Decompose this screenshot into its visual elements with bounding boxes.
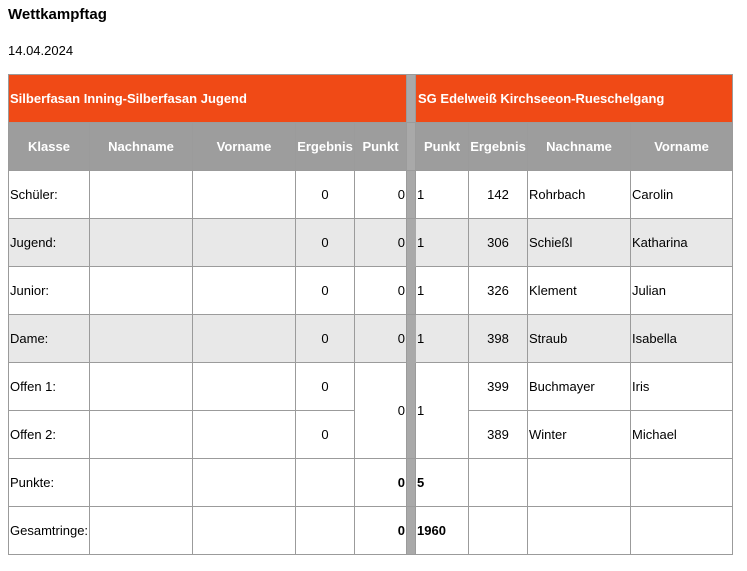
right-vorname: Julian — [631, 267, 733, 315]
class-label: Jugend: — [9, 219, 90, 267]
left-punkt: 0 — [355, 219, 407, 267]
right-nachname: Winter — [528, 411, 631, 459]
right-ergebnis: 306 — [469, 219, 528, 267]
gesamtringe-label: Gesamtringe: — [9, 507, 90, 555]
summary-row-punkte — [9, 459, 733, 507]
punkte-right-total: 5 — [416, 459, 469, 507]
header-ergebnis-left: Ergebnis — [296, 123, 355, 171]
right-punkt: 1 — [416, 315, 469, 363]
header-vorname-right: Vorname — [631, 123, 733, 171]
right-vorname: Isabella — [631, 315, 733, 363]
right-punkt: 1 — [416, 171, 469, 219]
empty-cell — [631, 507, 733, 555]
empty-cell — [90, 507, 193, 555]
right-vorname: Iris — [631, 363, 733, 411]
empty-cell — [90, 459, 193, 507]
right-vorname: Katharina — [631, 219, 733, 267]
empty-cell — [469, 507, 528, 555]
header-nachname-left: Nachname — [90, 123, 193, 171]
competition-date: 14.04.2024 — [8, 43, 74, 58]
column-separator — [407, 267, 416, 315]
team-left-name: Silberfasan Inning-Silberfasan Jugend — [9, 75, 407, 123]
column-separator — [407, 459, 416, 507]
empty-cell — [193, 459, 296, 507]
right-ergebnis: 326 — [469, 267, 528, 315]
right-nachname: Rohrbach — [528, 171, 631, 219]
table-row — [9, 363, 733, 411]
left-ergebnis: 0 — [296, 267, 355, 315]
left-vorname — [193, 267, 296, 315]
right-ergebnis: 142 — [469, 171, 528, 219]
left-ergebnis: 0 — [296, 363, 355, 411]
right-punkt: 1 — [416, 267, 469, 315]
right-punkt: 1 — [416, 219, 469, 267]
table-row — [9, 171, 733, 219]
score-table — [8, 74, 733, 555]
empty-cell — [469, 459, 528, 507]
gesamtringe-right-total: 1960 — [416, 507, 469, 555]
left-ergebnis: 0 — [296, 171, 355, 219]
left-nachname — [90, 315, 193, 363]
class-label: Schüler: — [9, 171, 90, 219]
empty-cell — [528, 507, 631, 555]
header-punkt-right: Punkt — [416, 123, 469, 171]
table-row — [9, 315, 733, 363]
right-vorname: Carolin — [631, 171, 733, 219]
column-separator — [407, 363, 416, 459]
empty-cell — [296, 507, 355, 555]
header-nachname-right: Nachname — [528, 123, 631, 171]
column-separator — [407, 171, 416, 219]
team-right-name: SG Edelweiß Kirchseeon-Rueschelgang — [416, 75, 733, 123]
left-ergebnis: 0 — [296, 411, 355, 459]
header-punkt-left: Punkt — [355, 123, 407, 171]
left-vorname — [193, 315, 296, 363]
empty-cell — [296, 459, 355, 507]
right-nachname: Klement — [528, 267, 631, 315]
left-vorname — [193, 363, 296, 411]
empty-cell — [193, 507, 296, 555]
left-vorname — [193, 171, 296, 219]
right-nachname: Schießl — [528, 219, 631, 267]
left-nachname — [90, 219, 193, 267]
right-ergebnis: 398 — [469, 315, 528, 363]
left-ergebnis: 0 — [296, 315, 355, 363]
table-row — [9, 267, 733, 315]
left-vorname — [193, 411, 296, 459]
gesamtringe-left-total: 0 — [355, 507, 407, 555]
left-vorname — [193, 219, 296, 267]
page-title: Wettkampftag — [8, 6, 107, 23]
column-separator — [407, 123, 416, 171]
header-vorname-left: Vorname — [193, 123, 296, 171]
right-nachname: Buchmayer — [528, 363, 631, 411]
class-label: Offen 1: — [9, 363, 90, 411]
left-punkt: 0 — [355, 315, 407, 363]
summary-row-gesamtringe — [9, 507, 733, 555]
right-ergebnis: 389 — [469, 411, 528, 459]
left-ergebnis: 0 — [296, 219, 355, 267]
column-separator — [407, 75, 416, 123]
header-ergebnis-right: Ergebnis — [469, 123, 528, 171]
punkte-left-total: 0 — [355, 459, 407, 507]
table-row — [9, 219, 733, 267]
right-ergebnis: 399 — [469, 363, 528, 411]
right-punkt-offen: 1 — [416, 363, 469, 459]
empty-cell — [631, 459, 733, 507]
header-klasse: Klasse — [9, 123, 90, 171]
column-header-row — [9, 123, 733, 171]
class-label: Dame: — [9, 315, 90, 363]
class-label: Junior: — [9, 267, 90, 315]
left-nachname — [90, 411, 193, 459]
left-punkt: 0 — [355, 267, 407, 315]
left-nachname — [90, 363, 193, 411]
left-nachname — [90, 171, 193, 219]
class-label: Offen 2: — [9, 411, 90, 459]
left-nachname — [90, 267, 193, 315]
punkte-label: Punkte: — [9, 459, 90, 507]
left-punkt-offen: 0 — [355, 363, 407, 459]
right-nachname: Straub — [528, 315, 631, 363]
left-punkt: 0 — [355, 171, 407, 219]
right-vorname: Michael — [631, 411, 733, 459]
team-header-row — [9, 75, 733, 123]
column-separator — [407, 315, 416, 363]
column-separator — [407, 507, 416, 555]
column-separator — [407, 219, 416, 267]
empty-cell — [528, 459, 631, 507]
